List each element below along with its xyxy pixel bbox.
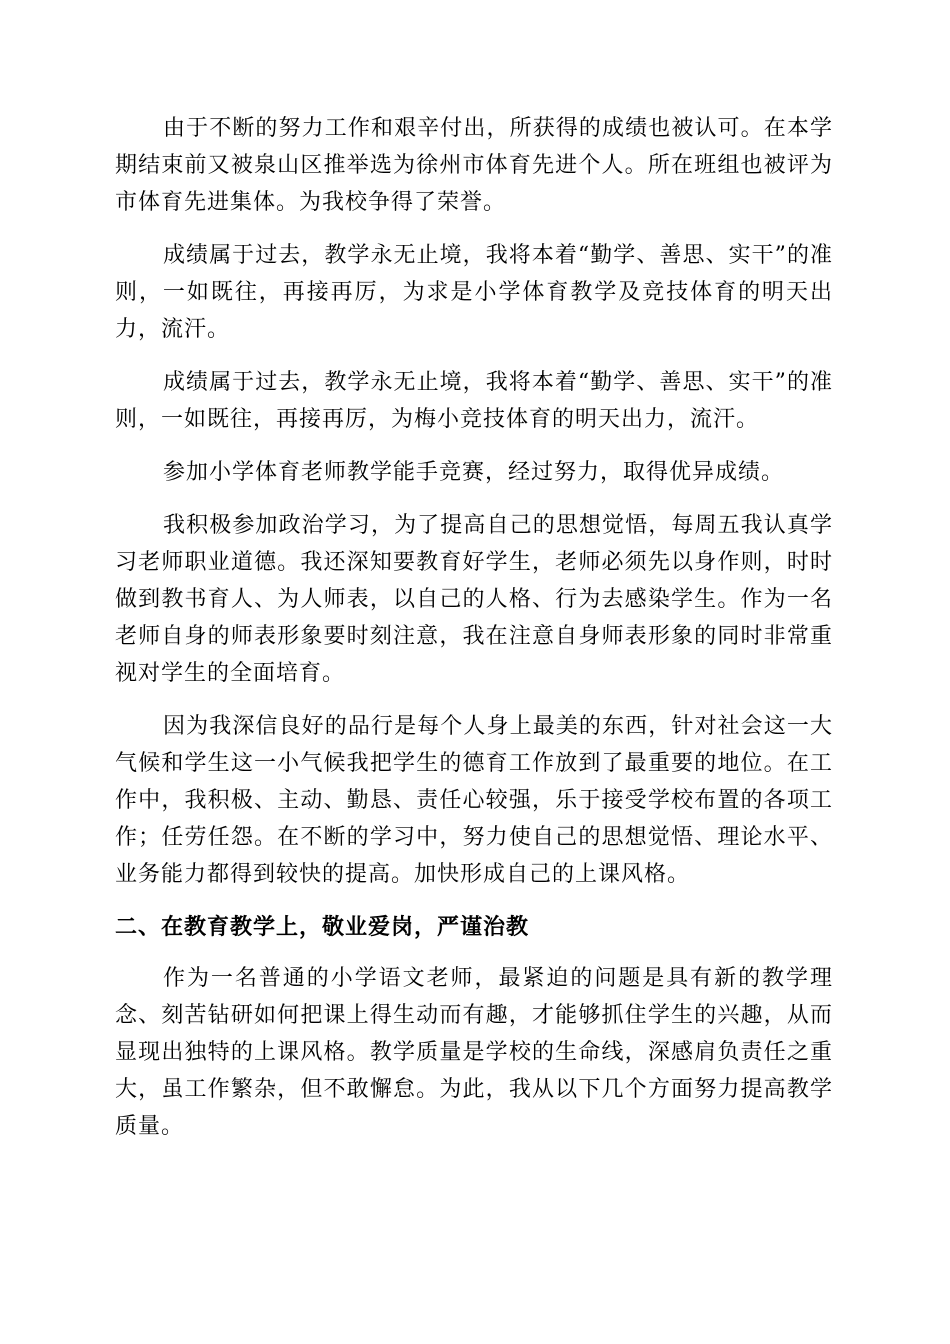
paragraph-teaching-quality: 作为一名普通的小学语文老师，最紧迫的问题是具有新的教学理念、刻苦钻研如何把课上得生动而有趣，才能够抓住学生的兴趣，从而显现出独特的上课风格。教学质量是学校的生命线，深感肩负责任之重大，虽工作繁杂，但不敢懈怠。为此，我从以下几个方面努力提高教学质量。 bbox=[115, 966, 833, 1139]
paragraph-political-study: 我积极参加政治学习，为了提高自己的思想觉悟，每周五我认真学习老师职业道德。我还深知要教育好学生，老师必须先以身作则，时时做到教书育人、为人师表，以自己的人格、行为去感染学生。作为一名老师自身的师表形象要时刻注意，我在注意自身师表形象的同时非常重视对学生的全面培育。 bbox=[115, 513, 833, 686]
paragraph-motto-2: 成绩属于过去，教学永无止境，我将本着“勤学、善思、实干”的准则，一如既往，再接再厉，为梅小竞技体育的明天出力，流汗。 bbox=[115, 370, 833, 432]
paragraph-moral-education: 因为我深信良好的品行是每个人身上最美的东西，针对社会这一大气候和学生这一小气候我把学生的德育工作放到了最重要的地位。在工作中，我积极、主动、勤恳、责任心较强，乐于接受学校布置的各项工作；任劳任怨。在不断的学习中，努力使自己的思想觉悟、理论水平、业务能力都得到较快的提高。加快形成自己的上课风格。 bbox=[115, 714, 833, 887]
paragraph-honor: 由于不断的努力工作和艰辛付出，所获得的成绩也被认可。在本学期结束前又被泉山区推举选为徐州市体育先进个人。所在班组也被评为市体育先进集体。为我校争得了荣誉。 bbox=[115, 116, 833, 215]
paragraph-competition: 参加小学体育老师教学能手竞赛，经过努力，取得优异成绩。 bbox=[163, 460, 785, 485]
document-body bbox=[115, 110, 833, 1161]
section-heading: 二、在教育教学上，敬业爱岗，严谨治教 bbox=[115, 915, 530, 940]
paragraph-motto-1: 成绩属于过去，教学永无止境，我将本着“勤学、善思、实干”的准则，一如既往，再接再厉，为求是小学体育教学及竞技体育的明天出力，流汗。 bbox=[115, 243, 833, 342]
